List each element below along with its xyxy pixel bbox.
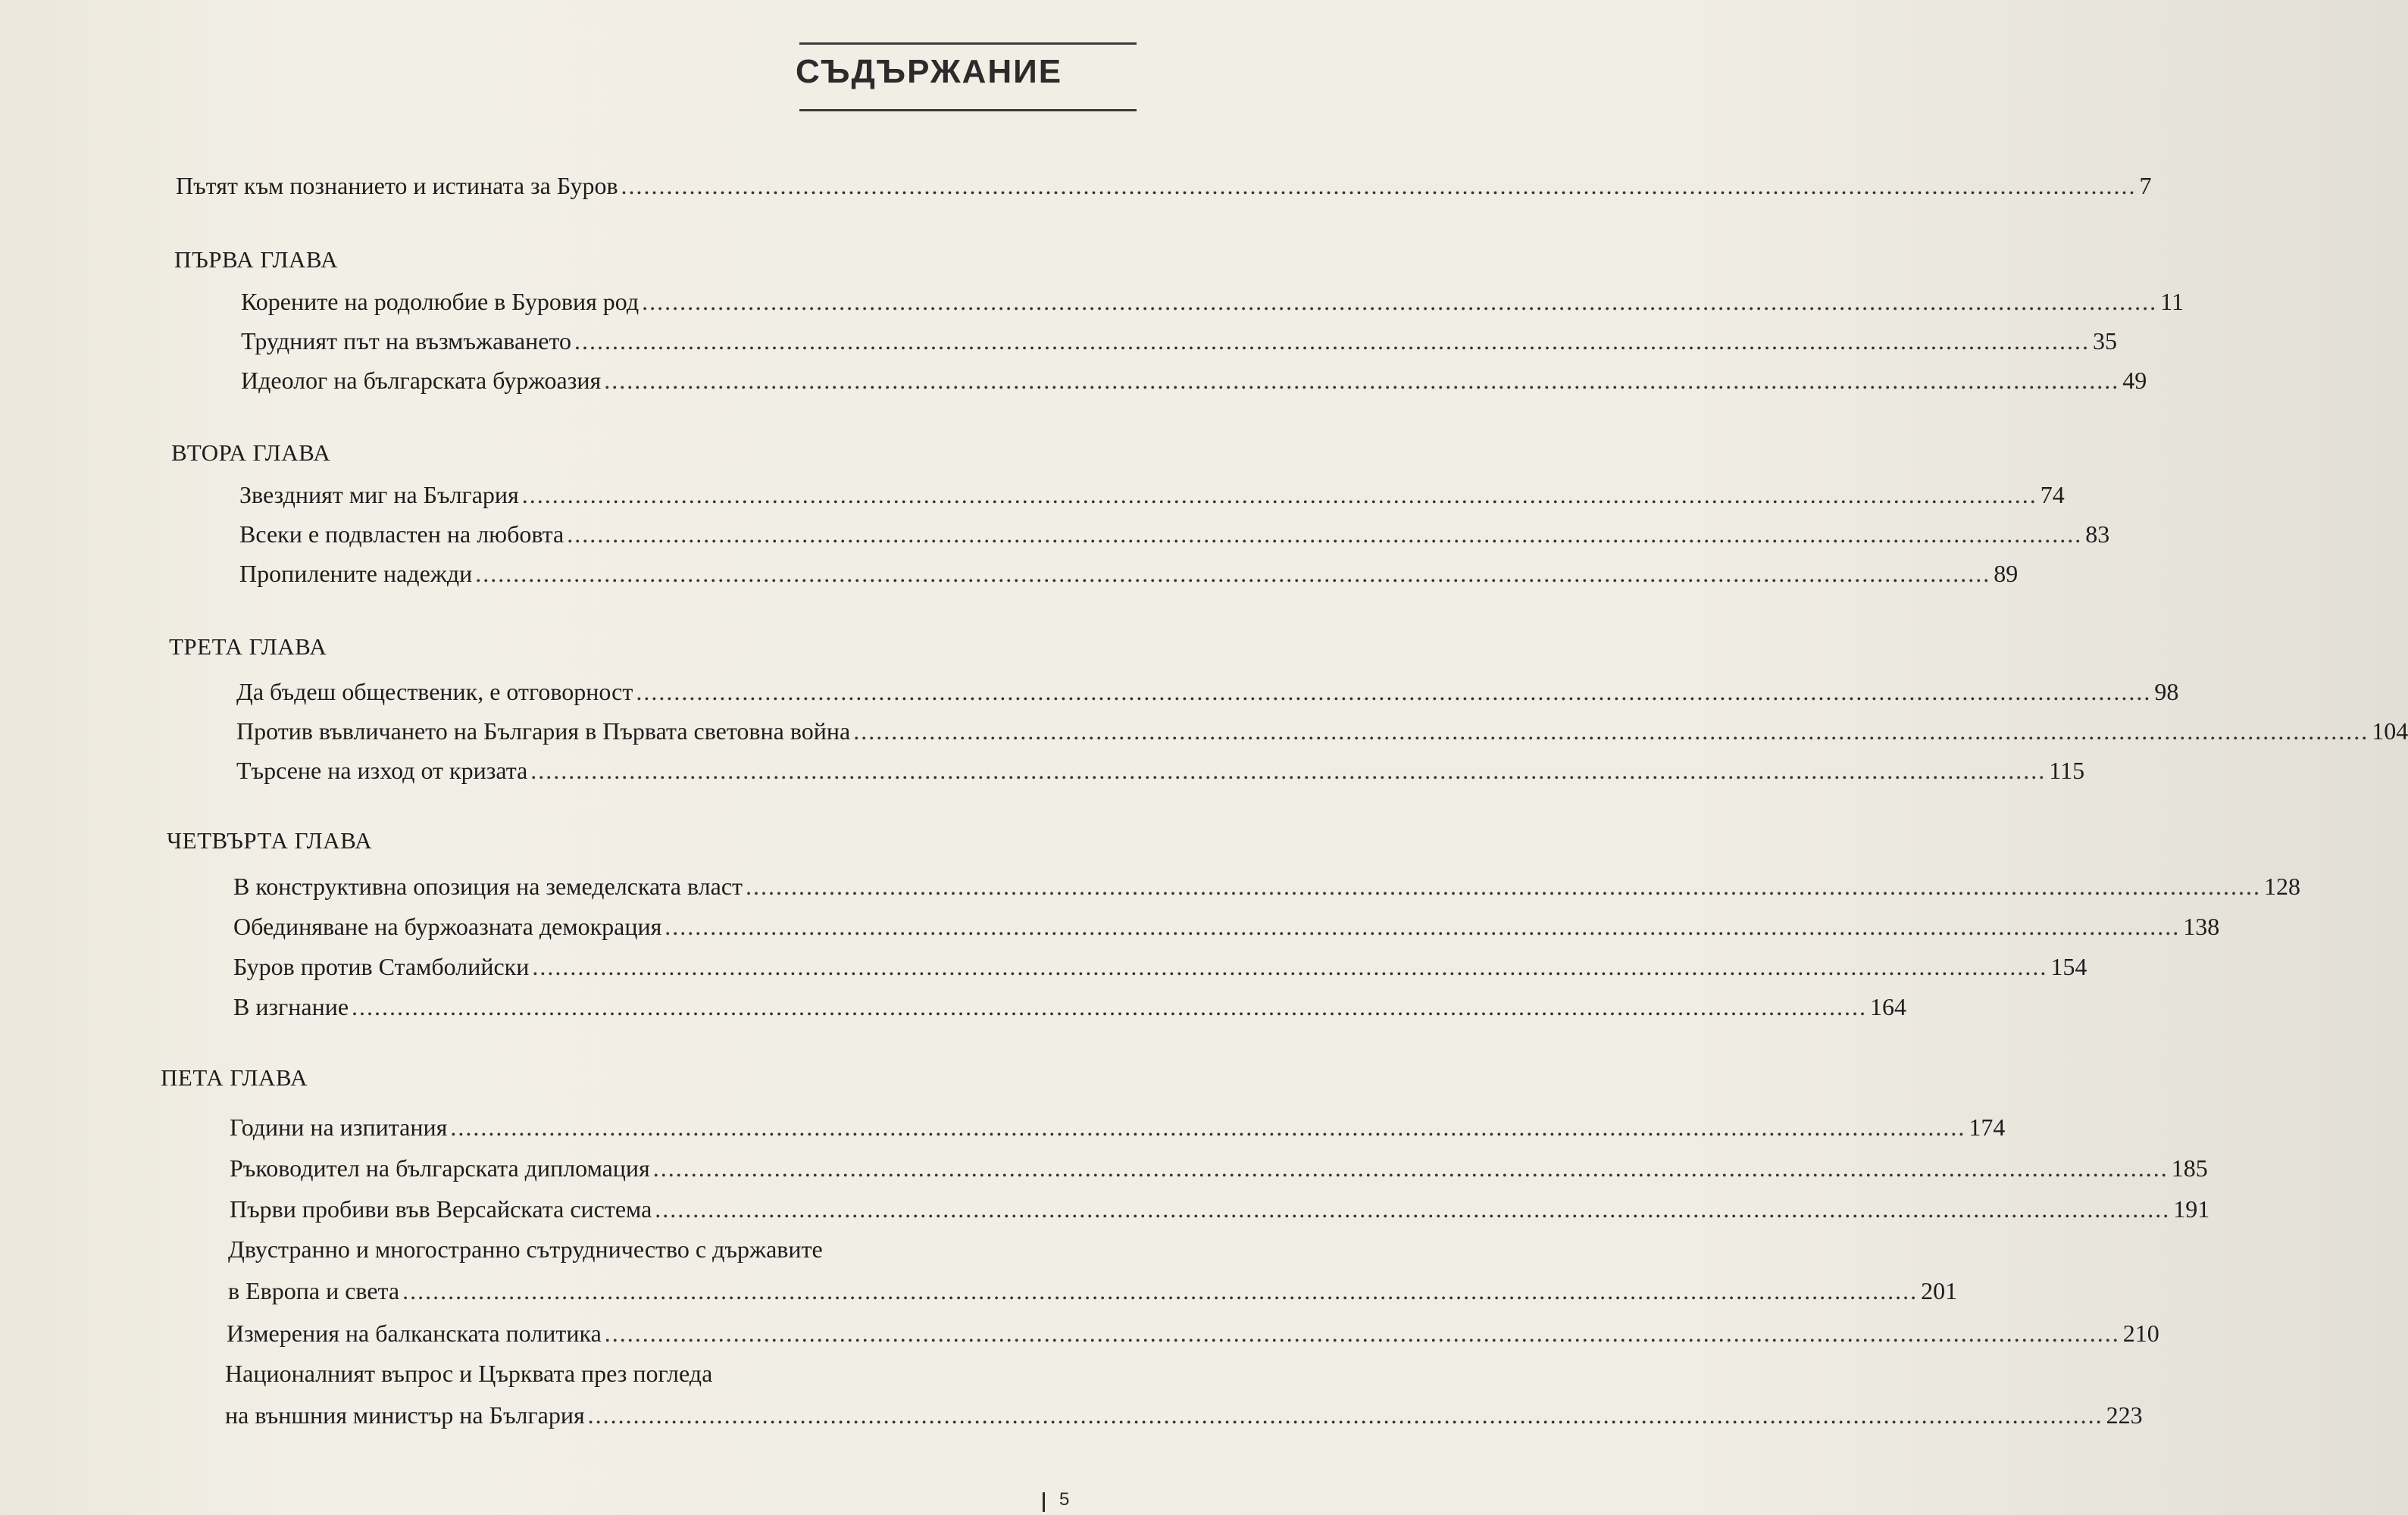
toc-entry-page: 164 [1870, 993, 1907, 1020]
toc-entry-page: 185 [2171, 1154, 2208, 1182]
toc-leader-dots: ........................................................................................................................................................................................................ [621, 172, 2137, 199]
toc-entry-page: 74 [2040, 481, 2065, 508]
toc-leader-dots: ........................................................................................................................................................................................................ [636, 678, 2152, 705]
toc-entry-title: Обединяване на буржоазната демокрация [233, 913, 662, 940]
toc-leader-dots: ........................................................................................................................................................................................................ [642, 288, 2158, 315]
toc-entry [230, 1153, 2208, 1183]
toc-leader-dots: ........................................................................................................................................................................................................ [746, 873, 2261, 900]
toc-entry [227, 1318, 2159, 1348]
toc-leader-dots: ........................................................................................................................................................................................................ [853, 717, 2369, 745]
toc-entry-page: 98 [2154, 678, 2179, 705]
toc-entry [233, 871, 2300, 901]
toc-entry-title: Против въвличането на България в Първата световна война [236, 717, 851, 745]
toc-entry-page: 210 [2122, 1320, 2159, 1347]
toc-entry-page: 138 [2183, 913, 2220, 940]
toc-entry-page: 104 [2372, 717, 2408, 745]
toc-entry-title: Първи пробиви във Версайската система [230, 1195, 652, 1223]
toc-entry-title-line1: Двустранно и многостранно сътрудничество с държавите [228, 1235, 823, 1263]
chapter-heading: ПЕТА ГЛАВА [161, 1064, 308, 1091]
toc-entry [236, 676, 2179, 707]
toc-entry-page: 191 [2173, 1195, 2210, 1223]
chapter-heading: ПЪРВА ГЛАВА [174, 246, 338, 273]
toc-entry [230, 1194, 2210, 1224]
chapter-heading: ЧЕТВЪРТА ГЛАВА [167, 827, 373, 854]
toc-entry [239, 558, 2019, 589]
toc-entry-page: 7 [2139, 172, 2152, 199]
toc-entry-title: Буров против Стамболийски [233, 953, 530, 980]
page-number-mark [1043, 1492, 1045, 1512]
header-bottom-rule [799, 109, 1137, 111]
toc-entry-page: 115 [2049, 757, 2085, 784]
toc-entry [233, 951, 2087, 982]
toc-entry-page: 201 [1921, 1277, 1958, 1304]
toc-entry [239, 479, 2065, 510]
toc-entry [233, 911, 2220, 942]
toc-leader-dots: ........................................................................................................................................................................................................ [352, 993, 1868, 1020]
toc-leader-dots: ........................................................................................................................................................................................................ [587, 1401, 2103, 1429]
toc-leader-dots: ........................................................................................................................................................................................................ [530, 757, 2047, 784]
toc-entry [239, 519, 2110, 549]
toc-entry-title: Да бъдеш общественик, е отговорност [236, 678, 633, 705]
toc-leader-dots: ........................................................................................................................................................................................................ [604, 367, 2120, 394]
toc-entry-page: 174 [1969, 1114, 2006, 1141]
toc-entry [241, 365, 2147, 395]
toc-leader-dots: ........................................................................................................................................................................................................ [574, 327, 2091, 355]
toc-entry [241, 286, 2184, 317]
toc-entry-page: 223 [2106, 1401, 2143, 1429]
toc-leader-dots: ........................................................................................................................................................................................................ [665, 913, 2181, 940]
chapter-heading: ВТОРА ГЛАВА [171, 439, 331, 466]
toc-leader-dots: ........................................................................................................................................................................................................ [652, 1154, 2169, 1182]
page-number: 5 [1059, 1489, 1070, 1510]
toc-entry-page: 49 [2122, 367, 2147, 394]
toc-entry-title: Пропилените надежди [239, 560, 473, 587]
toc-entry-title: Звездният миг на България [239, 481, 519, 508]
toc-entry-title: Всеки е подвластен на любовта [239, 520, 564, 548]
toc-entry [236, 716, 2408, 746]
toc-entry [228, 1276, 1958, 1306]
toc-entry-page: 89 [1994, 560, 2019, 587]
header-top-rule [799, 42, 1137, 45]
toc-leader-dots: ........................................................................................................................................................................................................ [450, 1114, 1966, 1141]
toc-entry-title: Пътят към познанието и истината за Буров [176, 172, 618, 199]
toc-entry-page: 11 [2160, 288, 2184, 315]
toc-entry-title: Измерения на балканската политика [227, 1320, 602, 1347]
toc-entry-page: 128 [2264, 873, 2300, 900]
toc-entry-title: Трудният път на възмъжаването [241, 327, 572, 355]
toc-leader-dots: ........................................................................................................................................................................................................ [521, 481, 2037, 508]
toc-entry-title-line1: Националният въпрос и Църквата през погледа [225, 1360, 713, 1387]
toc-entry [230, 1112, 2006, 1142]
toc-entry-title: Търсене на изход от кризата [236, 757, 528, 784]
toc-entry-title: В конструктивна опозиция на земеделската власт [233, 873, 743, 900]
toc-entry-title: на външния министър на България [225, 1401, 585, 1429]
toc-entry [225, 1400, 2143, 1430]
toc-entry-page: 154 [2050, 953, 2087, 980]
toc-entry-title: Корените на родолюбие в Буровия род [241, 288, 640, 315]
toc-entry-title: Идеолог на българската буржоазия [241, 367, 602, 394]
toc-leader-dots: ........................................................................................................................................................................................................ [475, 560, 1991, 587]
toc-leader-dots: ........................................................................................................................................................................................................ [402, 1277, 1919, 1304]
chapter-heading: ТРЕТА ГЛАВА [169, 633, 327, 660]
toc-entry [241, 326, 2118, 356]
toc-entry [236, 755, 2085, 786]
toc-leader-dots: ........................................................................................................................................................................................................ [532, 953, 2048, 980]
toc-leader-dots: ........................................................................................................................................................................................................ [655, 1195, 2171, 1223]
toc-entry-title: В изгнание [233, 993, 349, 1020]
toc-entry-page: 83 [2085, 520, 2110, 548]
toc-leader-dots: ........................................................................................................................................................................................................ [567, 520, 2083, 548]
toc-entry-intro [176, 170, 2152, 201]
page-title: СЪДЪРЖАНИЕ [796, 53, 1063, 90]
toc-entry-title: Ръководител на българската дипломация [230, 1154, 650, 1182]
toc-entry-title: в Европа и света [228, 1277, 400, 1304]
toc-entry-page: 35 [2093, 327, 2118, 355]
toc-entry-title: Години на изпитания [230, 1114, 448, 1141]
toc-entry [233, 992, 1907, 1022]
toc-leader-dots: ........................................................................................................................................................................................................ [604, 1320, 2120, 1347]
